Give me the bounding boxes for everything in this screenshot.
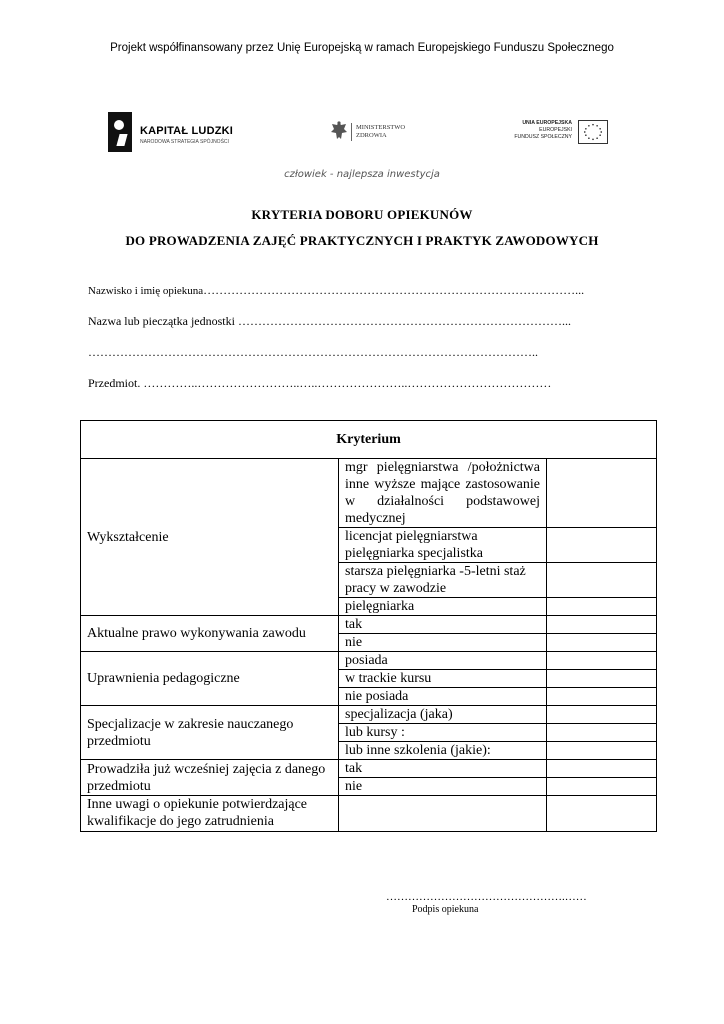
wyksztalcenie-check-cell[interactable]	[547, 598, 657, 616]
name-field	[88, 283, 584, 298]
kapital-ludzki-logo	[108, 112, 238, 156]
ministerstwo-line2: ZDROWIA	[356, 132, 387, 139]
unit-field-label: Nazwa lub pieczątka jednostki	[88, 314, 238, 328]
specjalizacje-check-cell[interactable]	[547, 724, 657, 742]
wyksztalcenie-option: mgr pielęgniarstwa /położnictwa inne wyższe mające zastosowanie w działalności podstawowej medycznej	[339, 459, 547, 528]
signature-label: Podpis opiekuna	[412, 904, 479, 915]
document-title-line2: DO PROWADZENIA ZAJĘĆ PRAKTYCZNYCH I PRAKTYK ZAWODOWYCH	[125, 233, 599, 248]
uprawnienia-check-cell[interactable]	[547, 670, 657, 688]
unia-line1: UNIA EUROPEJSKA	[522, 120, 572, 126]
wyksztalcenie-option: pielęgniarka	[339, 598, 547, 616]
wyksztalcenie-check-cell[interactable]	[547, 563, 657, 598]
uprawnienia-check-cell[interactable]	[547, 688, 657, 706]
wyksztalcenie-option: starsza pielęgniarka -5-letni staż pracy w zawodzie	[339, 563, 547, 598]
eu-flag-icon	[578, 120, 608, 144]
subject-field-label: Przedmiot.	[88, 376, 144, 390]
specjalizacje-option: specjalizacja (jaka)	[339, 706, 547, 724]
subject-field	[88, 376, 551, 391]
kapital-ludzki-icon	[108, 112, 132, 152]
table-header: Kryterium	[81, 421, 657, 459]
unia-europejska-logo	[512, 118, 612, 150]
ministerstwo-text	[356, 124, 405, 140]
name-field-dots: …………………………………………………………………………………...	[203, 283, 585, 297]
unia-line2: EUROPEJSKI	[539, 127, 572, 133]
criteria-table	[80, 420, 657, 832]
slogan: człowiek - najlepsza inwestycja	[284, 169, 440, 180]
prawo-check-cell[interactable]	[547, 616, 657, 634]
project-header: Projekt współfinansowany przez Unię Europejską w ramach Europejskiego Funduszu Społecznego	[110, 42, 614, 54]
specjalizacje-option: lub inne szkolenia (jakie):	[339, 742, 547, 760]
prowadzila-check-cell[interactable]	[547, 778, 657, 796]
document-title-line1: KRYTERIA DOBORU OPIEKUNÓW	[251, 207, 473, 222]
prowadzila-label: Prowadziła już wcześniej zajęcia z danego przedmiotu	[81, 760, 339, 796]
unit-field	[88, 314, 571, 329]
prawo-option: nie	[339, 634, 547, 652]
table-header-row	[81, 421, 657, 459]
uprawnienia-option: posiada	[339, 652, 547, 670]
prawo-check-cell[interactable]	[547, 634, 657, 652]
kapital-ludzki-subtitle: NARODOWA STRATEGIA SPÓJNOŚCI	[140, 139, 229, 145]
uprawnienia-label: Uprawnienia pedagogiczne	[81, 652, 339, 706]
wyksztalcenie-label: Wykształcenie	[81, 459, 339, 616]
table-row	[81, 652, 657, 670]
kapital-ludzki-title: KAPITAŁ LUDZKI	[140, 125, 234, 137]
unia-line3: FUNDUSZ SPOŁECZNY	[514, 134, 572, 140]
eagle-emblem-icon	[330, 120, 348, 142]
ministerstwo-line1: MINISTERSTWO	[356, 124, 406, 131]
uprawnienia-option: w trackie kursu	[339, 670, 547, 688]
uwagi-label: Inne uwagi o opiekunie potwierdzające kwalifikacje do jego zatrudnienia	[81, 796, 339, 832]
table-row	[81, 706, 657, 724]
wyksztalcenie-option: licencjat pielęgniarstwa pielęgniarka specjalistka	[339, 528, 547, 563]
unia-text	[512, 120, 572, 141]
subject-field-dots: …………..……………………..…..…………………..………………………………	[143, 376, 552, 390]
wyksztalcenie-check-cell[interactable]	[547, 459, 657, 528]
prowadzila-check-cell[interactable]	[547, 760, 657, 778]
prawo-option: tak	[339, 616, 547, 634]
prawo-label: Aktualne prawo wykonywania zawodu	[81, 616, 339, 652]
table-row	[81, 760, 657, 778]
specjalizacje-check-cell[interactable]	[547, 742, 657, 760]
prowadzila-option: nie	[339, 778, 547, 796]
unit-field-dots: ………………………………………………………………………...	[237, 314, 571, 328]
specjalizacje-option: lub kursy :	[339, 724, 547, 742]
specjalizacje-label: Specjalizacje w zakresie nauczanego przedmiotu	[81, 706, 339, 760]
uwagi-check-cell[interactable]	[547, 796, 657, 832]
table-row	[81, 616, 657, 634]
uprawnienia-option: nie posiada	[339, 688, 547, 706]
specjalizacje-check-cell[interactable]	[547, 706, 657, 724]
ministerstwo-divider	[351, 123, 352, 141]
name-field-label: Nazwisko i imię opiekuna	[88, 285, 204, 297]
table-row	[81, 459, 657, 528]
extra-line-field: …………………………………………………………………………………………………..	[88, 345, 538, 359]
signature-line: ………………………………………….……	[386, 891, 587, 903]
prowadzila-option: tak	[339, 760, 547, 778]
uprawnienia-check-cell[interactable]	[547, 652, 657, 670]
table-row	[81, 796, 657, 832]
wyksztalcenie-check-cell[interactable]	[547, 528, 657, 563]
uwagi-input-cell[interactable]	[339, 796, 547, 832]
ministerstwo-logo	[330, 120, 420, 150]
